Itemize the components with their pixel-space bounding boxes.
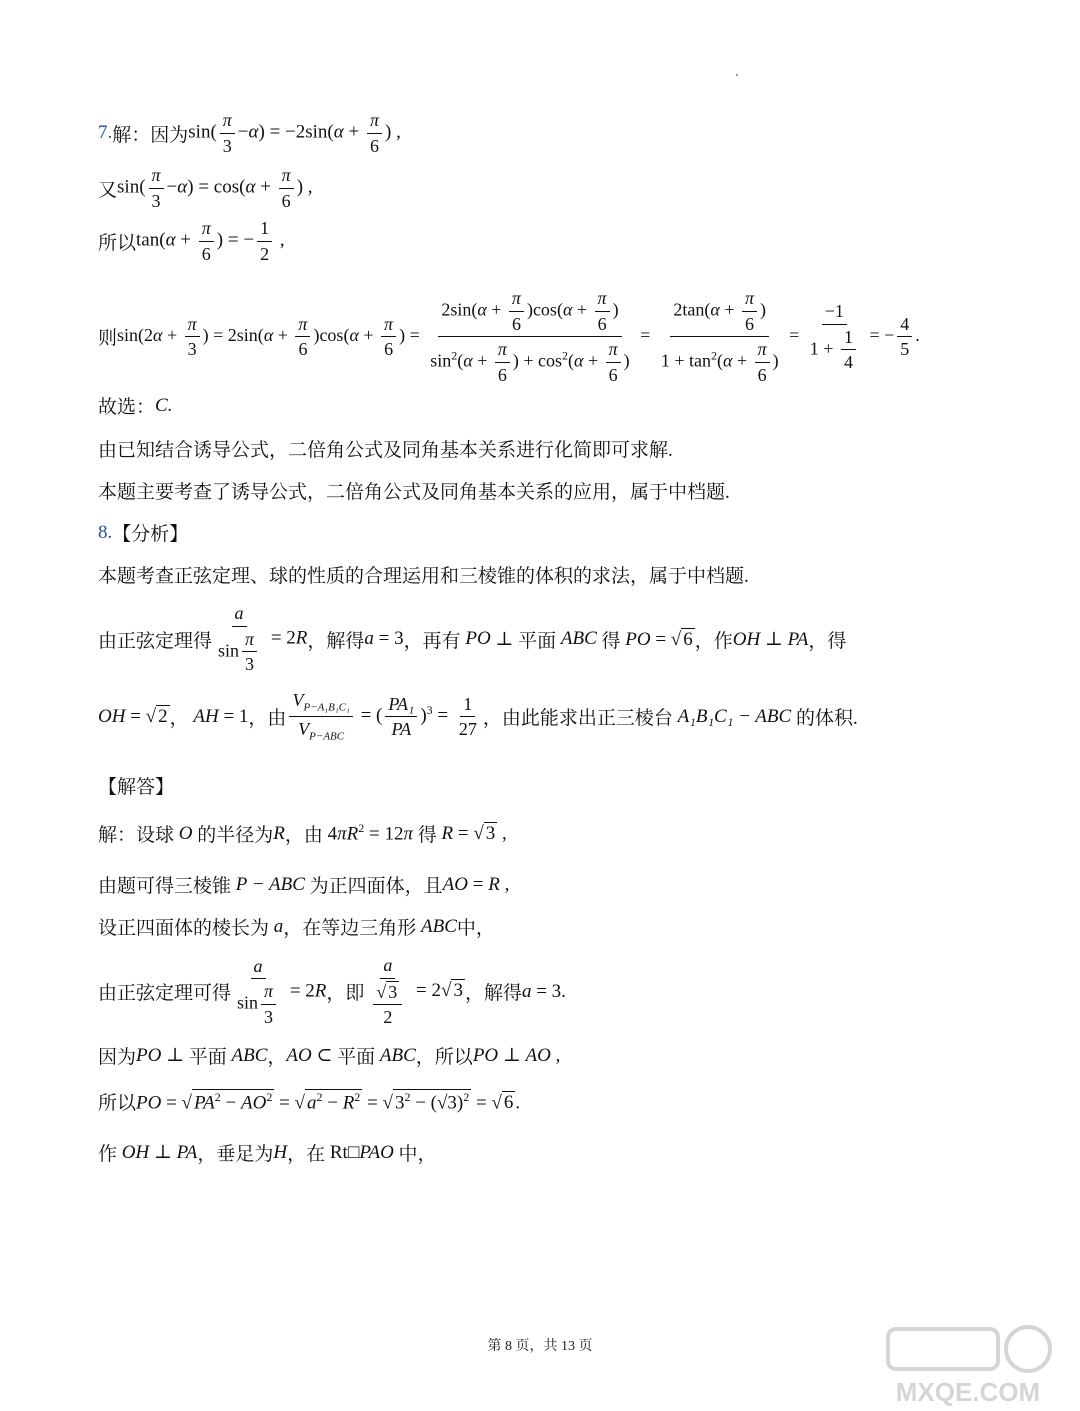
formula: OH ⊥ PA [732, 628, 809, 650]
text: 所以 [98, 232, 137, 254]
formula: AH = 1 [193, 705, 249, 727]
formula: R = √ 3 , [441, 823, 507, 844]
text: 所以 [98, 1093, 137, 1114]
text: 的半径为 [197, 825, 274, 846]
formula: $4\pi R^2 = 12\pi$ [322, 821, 414, 845]
text: 作 [98, 1144, 118, 1165]
text: 解：设球 [98, 825, 175, 846]
text: 平面 [188, 1047, 227, 1068]
q8-solution-7: 作 OH ⊥ PA ，垂足为 H ，在 Rt□PAO 中， [98, 1139, 437, 1166]
formula: P − ABC [231, 873, 310, 895]
text: 得 [417, 825, 437, 846]
analysis-title: 【分析】 [112, 524, 189, 545]
formula: Rt□PAO [325, 1141, 394, 1163]
formula: PO ⊥ AO , [472, 1045, 561, 1066]
text: 故选： [98, 397, 156, 418]
formula: A₁B₁C₁ − ABC [672, 705, 796, 727]
answer-heading: 【解答】 [98, 777, 175, 798]
q7-line-2 [98, 165, 313, 211]
text: 由正弦定理得 [98, 630, 213, 652]
formula: a = 3 [364, 628, 404, 650]
text: 得 [601, 630, 621, 652]
watermark-logo [878, 1321, 1058, 1409]
text: 平面 [337, 1047, 376, 1068]
formula: sin( $\frac{\pi}{3}$ −α) = cos(α + $\frac{\pi}{6}$ ) , [117, 165, 313, 211]
text: ，即 [326, 983, 365, 1005]
formula: sin(2α + $\frac{\pi}{3}$ ) = 2sin(α + $\frac{\pi}{6}$ )cos(α + $\frac{\pi}{6}$ ) = 2sin(α + $\frac{\pi}{6}$ )cos(α + $\frac{\pi}{6}$ ) $\sin^2(\alpha$ + $\frac{\pi}{6}$ ) + $\cos^2(\alpha$ + $\frac{\pi}{6}$ ) = 2tan(α + $\frac{\pi}{6}$ ) $1 + \tan^2(\alpha$ + $\frac{\pi}{6}$ ) = −1 1 + $\frac{1}{4}$ = − $\frac{4}{5}$ . [117, 288, 920, 386]
page-footer: 第 8 页，共 13 页 [487, 1339, 593, 1354]
text: 的体积. [795, 708, 858, 730]
text: 为正四面体，且 [309, 876, 443, 897]
formula: AO = R , [442, 873, 510, 895]
text: ，所以 [415, 1047, 473, 1068]
question-number-7: 7. [98, 122, 113, 144]
q7-line-7: 本题主要考查了诱导公式，二倍角公式及同角基本关系的应用，属于中档题. [98, 482, 730, 503]
formula: $\frac{V_{P-A_1B_1C_1}}{V_{P-ABC}}$ = ( $\frac{\text{PA₁}}{PA}$ )$^3$ = $\frac{1}{27}$ [286, 690, 482, 743]
q8-solution-4 [98, 955, 566, 1028]
formula: a √ 3 2 = 2√ 3 [364, 955, 465, 1028]
formula: PO = √ $PA^2 - AO^2$ = √ $a^2 - R^2$ = √ $3^2 - (√3)^2$ = √ 6 . [136, 1089, 521, 1114]
text: 则 [98, 328, 118, 350]
text: ，解得 [464, 983, 522, 1005]
text: ，解得 [307, 630, 365, 652]
formula: PO = √ 6 [625, 628, 693, 650]
text: ，在 [287, 1144, 326, 1165]
text: 又 [98, 179, 118, 201]
text: ， [169, 708, 189, 730]
formula: a = 3. [521, 980, 566, 1002]
watermark-text: MXQE.COM [895, 1377, 1041, 1407]
formula: ABC [560, 628, 597, 650]
text: 平面 [518, 630, 557, 652]
text: ，在等边三角形 [283, 918, 417, 939]
formula: sin( $\frac{\pi}{3}$ −α) = −2sin(α + $\frac{\pi}{6}$ ) , [188, 110, 401, 156]
text: 因为 [98, 1047, 137, 1068]
question-number-8: 8. [98, 521, 113, 543]
formula: OH ⊥ PA [121, 1142, 198, 1163]
q8-solution-2 [98, 871, 509, 898]
formula: a sin $\frac{\pi}{3}$ = 2R [237, 955, 327, 1027]
text: 设正四面体的棱长为 [98, 918, 270, 939]
text: 由题可得三棱锥 [98, 876, 232, 897]
answer-choice: C. [155, 394, 173, 416]
text: ，作 [694, 630, 733, 652]
q7-line-6: 由已知结合诱导公式，二倍角公式及同角基本关系进行化简即可求解. [98, 440, 673, 461]
text: 解：因为 [112, 124, 189, 146]
text: 中， [456, 918, 495, 939]
q8-solution-3: 设正四面体的棱长为 a ，在等边三角形 ABC 中， [98, 913, 495, 940]
formula: a sin $\frac{\pi}{3}$ = 2R [218, 603, 308, 675]
text: ，得 [808, 630, 847, 652]
text: ，由 [284, 825, 323, 846]
q8-solution-5: 因为 PO ⊥ 平面 ABC ， AO ⊂ 平面 ABC ，所以 PO ⊥ AO , [98, 1042, 560, 1069]
q8-analysis-2: 由正弦定理得 a sin $\frac{\pi}{3}$ = 2R ，解得 a = 3 ，再有 PO ⊥ 平面 ABC 得 PO = √ 6 ，作 OH ⊥ PA ，得 [98, 603, 847, 675]
formula: tan(α + $\frac{\pi}{6}$ ) = − $\frac{1}{2}$ , [136, 218, 285, 264]
formula: PO ⊥ [136, 1045, 189, 1066]
text: ，再有 [403, 630, 461, 652]
q8-solution-6 [98, 1088, 520, 1115]
q7-line-3 [98, 218, 285, 264]
q8-heading [98, 519, 188, 546]
formula: AO ⊂ [286, 1045, 338, 1066]
text: ，由此能求出正三棱台 [482, 708, 673, 730]
q8-analysis-3 [98, 690, 858, 743]
formula: OH = √ 2 [98, 706, 168, 728]
q7-line-4 [98, 288, 920, 386]
text: 由正弦定理可得 [98, 983, 232, 1005]
q8-solution-1: 解：设球 O 的半径为 R ，由 $4\pi R^2 = 12\pi$ 得 R = √ 3 , [98, 821, 507, 846]
text: ，由 [248, 708, 287, 730]
q8-analysis-1: 本题考查正弦定理、球的性质的合理运用和三棱锥的体积的求法，属于中档题. [98, 566, 749, 587]
stray-dot [736, 74, 738, 76]
q7-line-1 [98, 110, 401, 156]
formula: PO [460, 628, 491, 650]
q7-line-5 [98, 392, 172, 419]
text: 中， [398, 1144, 437, 1165]
text: ，垂足为 [197, 1144, 274, 1165]
